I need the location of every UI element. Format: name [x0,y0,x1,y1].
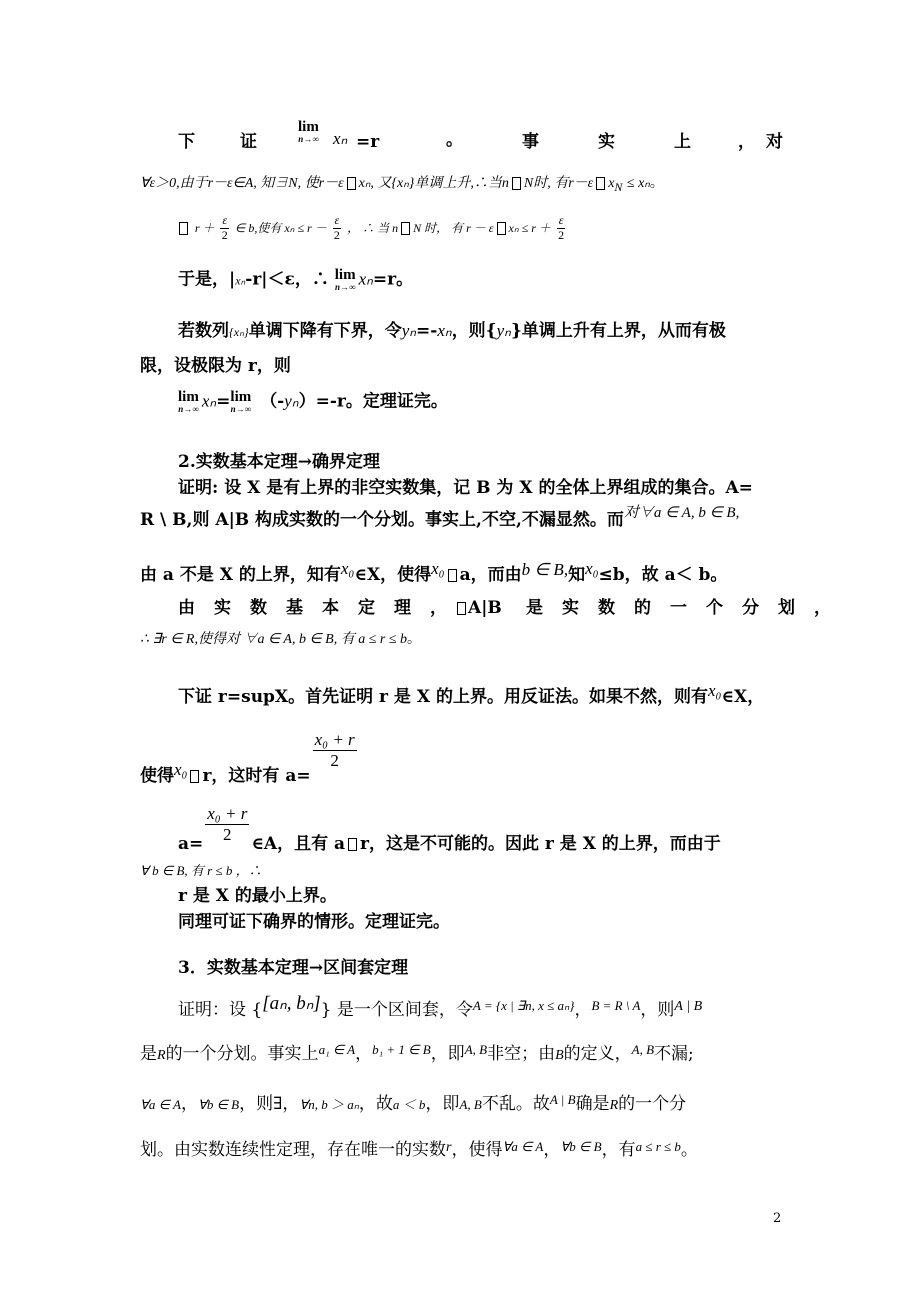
l1-char: 上 [674,132,691,152]
math-xn: xₙ [201,391,217,411]
text: -r|＜ε，∴ [245,269,329,290]
text: ，有 [601,1140,636,1160]
lim-sub: n→∞ [178,404,199,414]
text: ，则∃， [239,1094,300,1114]
math-xn: xₙ [333,129,348,148]
math-xn: xₙ [358,269,373,289]
text: ，则 [640,1000,675,1020]
text: ， [574,1000,592,1020]
math: R [157,1048,166,1063]
text: ）=-r。定理证完。 [298,391,448,412]
text: ，则{ [451,321,497,341]
fraction [220,214,229,243]
text: 由 a 不是 X 的上界，知有 [140,565,341,585]
text: ≤b，故 a＜ b。 [598,565,728,585]
line-4 [178,268,413,292]
text: ，使得 [451,1140,503,1160]
math: a₁ ∈ A [318,1042,356,1057]
l1-eq: =r [356,132,380,152]
frac-num: ε [334,213,340,227]
text: 。 [680,1140,698,1160]
text: ， [180,1094,198,1114]
para-2-line-9: ∀ b ∈ B, 有 r ≤ b ，∴ [140,863,262,878]
l1-char: 事 [522,132,539,152]
math: a ＜ b [392,1097,426,1112]
math-text: 对∀a ∈ A, b ∈ B, [623,505,740,521]
math-text: xₙ ≤ r ＋ [508,220,551,235]
math-sub: N [614,179,623,194]
text: }单调上升有上界，从而有极 [510,321,726,341]
text: 划 [778,598,795,618]
missing-glyph [347,177,356,190]
math-x0: x₀ [431,559,445,578]
l1-char: ， [738,132,755,152]
missing-glyph [457,602,466,615]
math-x0: x₀ [707,681,722,700]
text: =- [416,321,438,341]
math: ∀n, b ＞ aₙ [299,1097,359,1112]
text: 的一个分划。事实上 [165,1044,319,1064]
math: b₁ + 1 ∈ B [372,1042,431,1057]
limit-expression [230,390,251,414]
math: r [446,1140,452,1155]
section-heading-3: 3．实数基本定理→区间套定理 [178,958,409,978]
frac-num: ε [222,213,228,227]
l1-char: 对 [766,132,783,152]
text: 非空；由 [487,1044,556,1064]
line-7 [178,390,448,414]
math: a ≤ r ≤ b [635,1139,681,1154]
para-2-line-3 [140,559,728,585]
math: ∀b ∈ B [560,1139,602,1154]
math: A, B [464,1042,488,1057]
text: 数 [250,598,267,618]
text: = [216,391,231,412]
text: ，故 [358,1094,393,1114]
math-text: ≤ xₙ [626,176,650,191]
text: 一 [670,598,687,618]
math-text: N 时， 有 r － ε [413,220,494,235]
lim-text: lim [298,119,319,135]
missing-glyph [497,222,506,235]
text: 的定义， [563,1044,632,1064]
limit-expression [298,120,319,144]
text: 单调下降有下界，令 [248,321,402,341]
frac-den: 2 [333,227,340,242]
text: ∈X，使得 [354,565,432,585]
section-heading-2: 2.实数基本定理→确界定理 [178,452,380,472]
para-2-line-5 [140,632,421,647]
fraction [313,730,357,770]
math: ∀a ∈ A [502,1139,544,1154]
math-text: ∴ ∃r ∈ R,使得对 ∀a ∈ A, b ∈ B, 有 a ≤ r ≤ b [140,632,408,647]
text: 不漏; [654,1044,694,1064]
text: ， [543,1140,561,1160]
text: 使得 [140,765,174,786]
frac-den: 2 [558,227,565,242]
text: } 是一个区间套，令 [320,1000,473,1020]
para-2-line-6 [178,681,765,707]
text: （- [260,391,285,412]
l1-char: 证 [240,132,257,152]
lim-text: lim [230,389,252,405]
text: 定 [358,598,375,618]
lim-text: lim [334,267,356,283]
missing-glyph [179,222,188,235]
text: 下证 r=supX。首先证明 r 是 X 的上界。用反证法。如果不然，则有 [178,687,708,707]
math-text: r ＋ [194,220,215,235]
math: ∀b ∈ B [197,1097,240,1112]
para-2-line-11: 同理可证下确界的情形。定理证完。 [178,912,450,932]
page-number: 2 [773,1211,782,1226]
text: 理 [394,598,411,618]
text: 证明：设 { [178,1000,263,1020]
para-3-line-3 [140,1092,687,1114]
para-3-line-4 [140,1139,698,1160]
math-x0: x₀ [585,559,599,578]
text: ，即 [425,1094,460,1114]
math-text: ， ∴ 当 n [347,220,399,235]
text: 是 [526,598,543,618]
l1-char: 下 [178,132,195,152]
line-2 [140,176,664,193]
l1-char: 实 [598,132,615,152]
text: a，而由 [459,565,522,585]
math-text: ∀ε＞0,由于r－ε∈A, 知∃N, 使r－ε [140,176,344,191]
math-text: x [608,176,615,191]
math: [aₙ, bₙ] [262,993,321,1014]
text: 的 [634,598,651,618]
text: ∈A，且有 a [251,833,346,854]
lim-sub: n→∞ [298,134,319,144]
missing-glyph [448,569,457,582]
text: A|B [468,598,502,618]
text: 实 [562,598,579,618]
text: 由 [178,598,195,618]
text: 不乱。故 [481,1094,550,1114]
math: yₙ [496,321,511,340]
text: ， [430,598,447,618]
frac-den: 2 [223,824,232,844]
lim-sub: n→∞ [334,282,356,292]
math: yₙ [401,321,417,340]
frac-den: 2 [221,227,228,242]
limit-expression [335,268,356,292]
text: a= [178,833,204,854]
text: 是 [140,1044,157,1064]
text: 个 [706,598,723,618]
lim-text: lim [178,389,199,405]
l1-char: 。 [446,130,463,150]
text: R \ B,则 A|B 构成实数的一个分划。事实上,不空,不漏显然。而 [140,510,624,530]
missing-glyph [190,770,199,783]
line-6 [140,358,291,375]
math: A | B [549,1092,576,1107]
text: ， [355,1044,373,1064]
frac-num: x₀ + r [314,730,355,749]
missing-glyph [401,222,410,235]
line-3 [176,214,567,243]
para-2-line-7 [140,730,359,786]
math: A = {x | ∃n, x ≤ aₙ} [472,998,575,1013]
math-xn: xₙ [235,273,246,288]
text: 限，设极限为 r，则 [140,356,291,376]
missing-glyph [348,838,357,851]
period: 。 [407,631,422,647]
text: ∈X， [721,687,765,707]
text: 划。由实数连续性定理，存在唯一的实数 [140,1140,446,1160]
fraction [557,214,566,243]
para-2-line-8 [178,804,721,854]
math: B = R \ A [591,998,641,1013]
text: 分 [742,598,759,618]
text: r，这是不可能的。因此 r 是 X 的上界，而由于 [360,833,721,854]
para-2-line-1: 证明: 设 X 是有上界的非空实数集，记 B 为 X 的全体上界组成的集合。A= [178,478,753,498]
missing-glyph [596,177,605,190]
text: 数 [598,598,615,618]
text: r，这时有 a= [202,765,311,786]
text: ，即 [430,1044,465,1064]
para-3-line-1 [178,993,703,1020]
text: 的一个分 [618,1094,687,1114]
math: {xₙ} [229,325,249,339]
fraction [333,214,342,243]
text: ， [814,598,831,618]
text: 本 [322,598,339,618]
missing-glyph [512,177,521,190]
math: B [555,1048,564,1063]
math: A, B [631,1042,655,1057]
text: 知 [568,565,586,585]
frac-den: 2 [330,750,339,770]
math-text: N时, 有r－ε [523,176,594,191]
text: =r。 [372,269,414,290]
para-2-line-10: r 是 X 的最小上界。 [178,886,337,906]
text: 于是，| [178,269,236,290]
text: 基 [286,598,303,618]
text: 若数列 [178,321,229,341]
frac-num: x₀ + r [207,804,248,823]
math-yn: yₙ [284,391,299,411]
period: 。 [649,175,664,191]
math: A, B [459,1097,482,1112]
fraction [205,804,249,844]
math-text: ∈ b,使有 xₙ ≤ r － [234,220,327,235]
text: 确是 [575,1094,610,1114]
math-x0: x₀ [340,559,355,578]
limit-expression [178,390,199,414]
math-text: xₙ, 又{xₙ}单调上升,∴当n [358,176,509,191]
math: ∀a ∈ A [140,1097,181,1112]
lim-sub: n→∞ [230,404,252,414]
math: A | B [674,999,703,1014]
line-5 [178,322,726,340]
para-2-line-2 [140,505,740,530]
math: R [609,1098,619,1113]
frac-num: ε [558,213,564,227]
para-3-line-2 [140,1042,694,1064]
math: xₙ [437,321,452,340]
math-x0: x₀ [174,759,188,779]
math-text: b ∈ B, [521,560,569,579]
text: 实 [214,598,231,618]
